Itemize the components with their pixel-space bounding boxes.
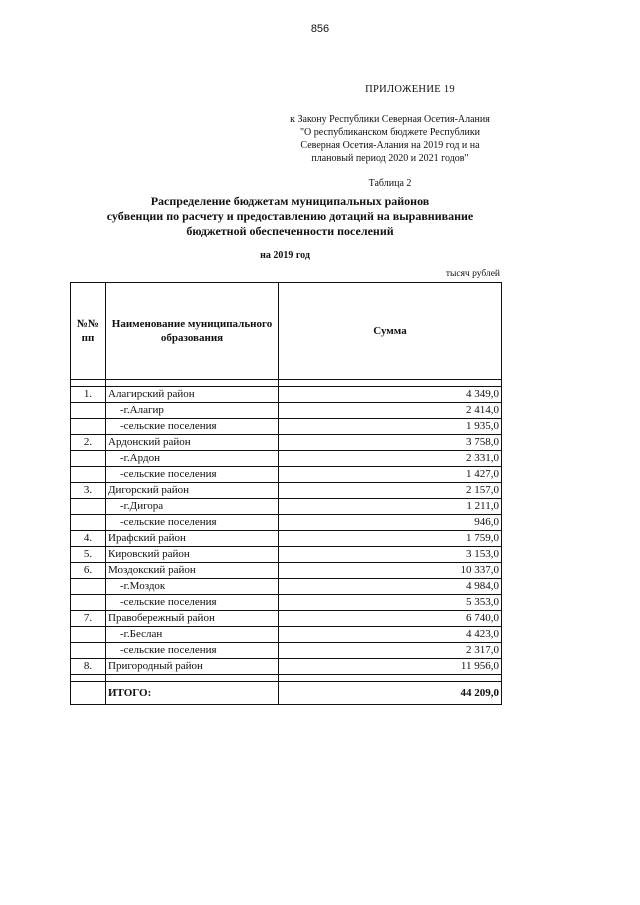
page-number: 856 bbox=[310, 23, 330, 35]
table-row bbox=[71, 387, 502, 403]
row-number-cell bbox=[71, 403, 106, 419]
column-header-num: №№ пп bbox=[71, 283, 106, 380]
row-number-cell: 4. bbox=[71, 531, 106, 547]
row-sum-cell: 5 353,0 bbox=[279, 595, 502, 611]
spacer-cell bbox=[71, 380, 106, 387]
spacer-cell bbox=[279, 380, 502, 387]
table-row bbox=[71, 659, 502, 675]
column-header-sum: Сумма bbox=[279, 283, 502, 380]
row-sum-cell: 1 427,0 bbox=[279, 467, 502, 483]
spacer-cell bbox=[71, 675, 106, 682]
table-row bbox=[71, 403, 502, 419]
table-row bbox=[71, 515, 502, 531]
table-spacer-row bbox=[71, 380, 502, 387]
row-name-cell: -сельские поселения bbox=[106, 643, 279, 659]
row-number-cell bbox=[71, 595, 106, 611]
table-row bbox=[71, 499, 502, 515]
law-reference bbox=[270, 113, 510, 165]
row-name-cell: -сельские поселения bbox=[106, 595, 279, 611]
row-sum-cell: 1 211,0 bbox=[279, 499, 502, 515]
row-number-cell: 3. bbox=[71, 483, 106, 499]
row-name-cell: -г.Ардон bbox=[106, 451, 279, 467]
table-row bbox=[71, 595, 502, 611]
row-name-cell: Моздокский район bbox=[106, 563, 279, 579]
row-number-cell bbox=[71, 515, 106, 531]
heading-line: Распределение бюджетам муниципальных районов bbox=[150, 194, 430, 208]
row-number-cell: 2. bbox=[71, 435, 106, 451]
total-sum-cell: 44 209,0 bbox=[279, 682, 502, 705]
row-number-cell: 7. bbox=[71, 611, 106, 627]
row-name-cell: Алагирский район bbox=[106, 387, 279, 403]
table-row bbox=[71, 451, 502, 467]
row-name-cell: Дигорский район bbox=[106, 483, 279, 499]
row-number-cell: 6. bbox=[71, 563, 106, 579]
heading-line: субвенции по расчету и предоставлению дотаций на выравнивание bbox=[106, 209, 474, 223]
row-number-cell: 5. bbox=[71, 547, 106, 563]
row-name-cell: -сельские поселения bbox=[106, 419, 279, 435]
row-sum-cell: 10 337,0 bbox=[279, 563, 502, 579]
law-line: "О республиканском бюджете Республики bbox=[299, 127, 481, 138]
row-sum-cell: 2 414,0 bbox=[279, 403, 502, 419]
table-spacer-row bbox=[71, 675, 502, 682]
row-number-cell bbox=[71, 499, 106, 515]
total-row bbox=[71, 682, 502, 705]
law-line: к Закону Республики Северная Осетия-Алания bbox=[290, 114, 490, 125]
row-sum-cell: 2 331,0 bbox=[279, 451, 502, 467]
row-number-cell bbox=[71, 451, 106, 467]
table-row bbox=[71, 627, 502, 643]
appendix-title: ПРИЛОЖЕНИЕ 19 bbox=[365, 84, 455, 95]
row-sum-cell: 2 317,0 bbox=[279, 643, 502, 659]
row-name-cell: Ардонский район bbox=[106, 435, 279, 451]
row-sum-cell: 6 740,0 bbox=[279, 611, 502, 627]
year-label: на 2019 год bbox=[260, 250, 310, 261]
row-name-cell: Кировский район bbox=[106, 547, 279, 563]
table-row bbox=[71, 531, 502, 547]
allocation-table bbox=[70, 282, 502, 705]
table-row bbox=[71, 483, 502, 499]
row-name-cell: -сельские поселения bbox=[106, 467, 279, 483]
row-name-cell: -г.Моздок bbox=[106, 579, 279, 595]
table-label: Таблица 2 bbox=[368, 178, 412, 189]
table-row bbox=[71, 643, 502, 659]
row-name-cell: -г.Алагир bbox=[106, 403, 279, 419]
row-number-cell: 1. bbox=[71, 387, 106, 403]
row-sum-cell: 946,0 bbox=[279, 515, 502, 531]
total-number-cell bbox=[71, 682, 106, 705]
heading-line: бюджетной обеспеченности поселений bbox=[186, 224, 394, 238]
row-number-cell bbox=[71, 467, 106, 483]
table-row bbox=[71, 419, 502, 435]
table-row bbox=[71, 467, 502, 483]
units-label: тысяч рублей bbox=[445, 269, 500, 279]
law-line: Северная Осетия-Алания на 2019 год и на bbox=[300, 140, 480, 151]
row-sum-cell: 1 935,0 bbox=[279, 419, 502, 435]
row-name-cell: Ирафский район bbox=[106, 531, 279, 547]
spacer-cell bbox=[106, 380, 279, 387]
table-header-row bbox=[71, 283, 502, 380]
row-sum-cell: 4 423,0 bbox=[279, 627, 502, 643]
row-sum-cell: 2 157,0 bbox=[279, 483, 502, 499]
row-number-cell bbox=[71, 643, 106, 659]
row-number-cell bbox=[71, 419, 106, 435]
row-name-cell: -сельские поселения bbox=[106, 515, 279, 531]
table-row bbox=[71, 435, 502, 451]
table-row bbox=[71, 611, 502, 627]
row-name-cell: -г.Беслан bbox=[106, 627, 279, 643]
row-sum-cell: 4 349,0 bbox=[279, 387, 502, 403]
table-row bbox=[71, 547, 502, 563]
row-sum-cell: 11 956,0 bbox=[279, 659, 502, 675]
document-heading bbox=[60, 194, 520, 239]
row-number-cell: 8. bbox=[71, 659, 106, 675]
row-sum-cell: 4 984,0 bbox=[279, 579, 502, 595]
table-row bbox=[71, 579, 502, 595]
row-name-cell: Правобережный район bbox=[106, 611, 279, 627]
law-line: плановый период 2020 и 2021 годов" bbox=[311, 153, 469, 164]
spacer-cell bbox=[106, 675, 279, 682]
row-sum-cell: 1 759,0 bbox=[279, 531, 502, 547]
spacer-cell bbox=[279, 675, 502, 682]
row-number-cell bbox=[71, 627, 106, 643]
row-sum-cell: 3 758,0 bbox=[279, 435, 502, 451]
total-label-cell: ИТОГО: bbox=[106, 682, 279, 705]
row-name-cell: Пригородный район bbox=[106, 659, 279, 675]
row-sum-cell: 3 153,0 bbox=[279, 547, 502, 563]
row-number-cell bbox=[71, 579, 106, 595]
row-name-cell: -г.Дигора bbox=[106, 499, 279, 515]
table-row bbox=[71, 563, 502, 579]
column-header-name: Наименование муниципального образования bbox=[106, 283, 279, 380]
